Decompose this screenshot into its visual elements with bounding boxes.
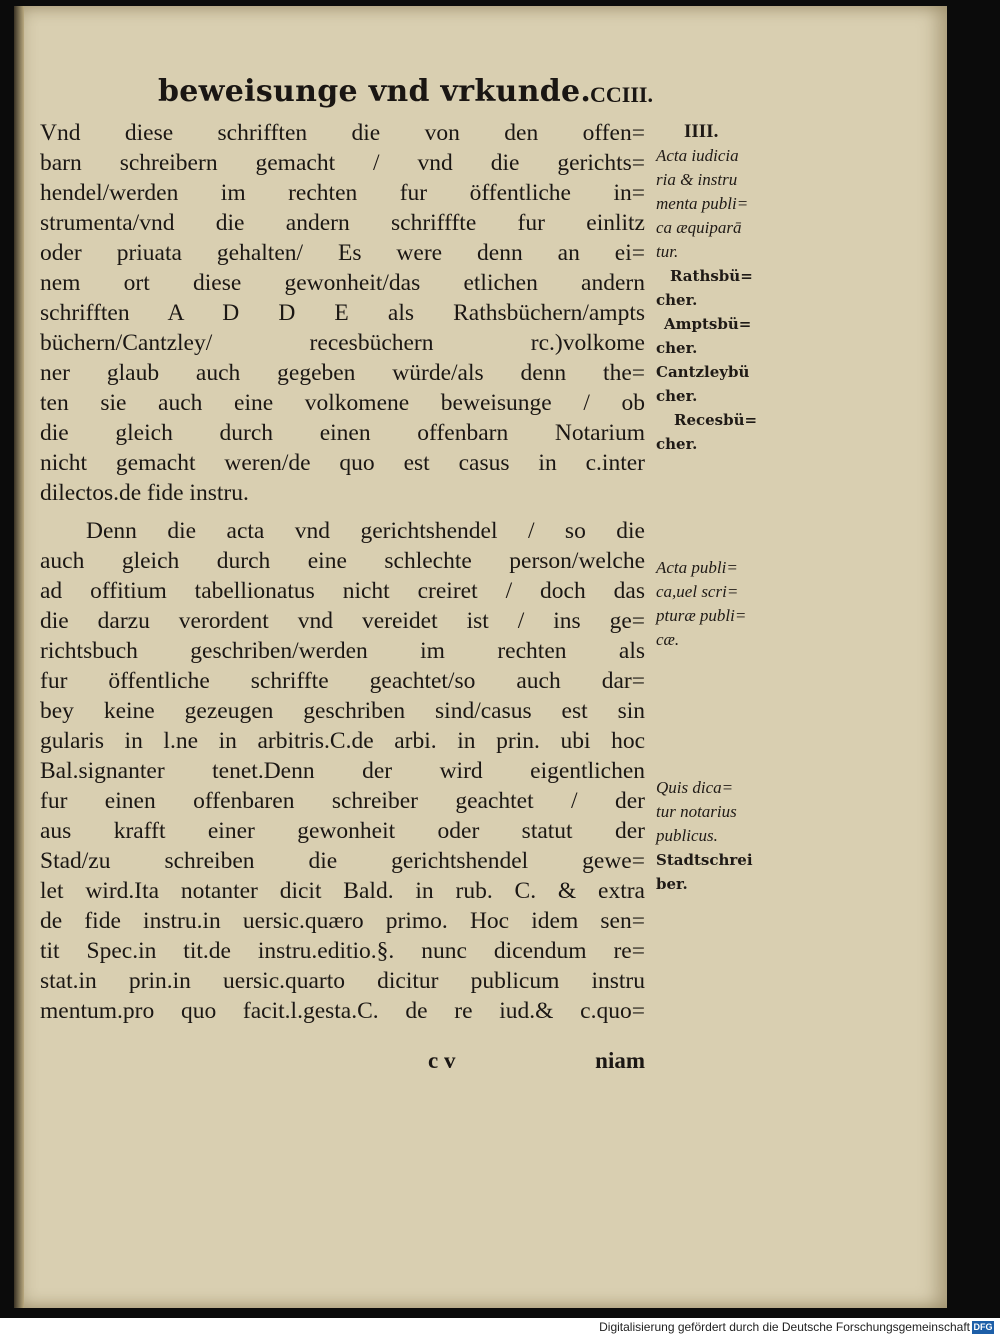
page-spine-shadow bbox=[14, 6, 24, 1308]
text-line: ten sie auch eine volkomene beweisunge / ob bbox=[40, 390, 645, 416]
margin-note: Cantzleybü bbox=[656, 363, 750, 381]
text-line: nem ort diese gewonheit/das etlichen andern bbox=[40, 270, 645, 296]
text-line: Bal.signanter tenet.Denn der wird eigentlichen bbox=[40, 758, 645, 784]
text-line: hendel/werden im rechten fur öffentliche in= bbox=[40, 180, 645, 206]
text-line: fur einen offenbaren schreiber geachtet / der bbox=[40, 788, 645, 814]
margin-note: Quis dica= bbox=[656, 778, 734, 797]
margin-note: menta publi= bbox=[656, 194, 749, 213]
margin-note: cher. bbox=[656, 291, 698, 309]
margin-notes-group-1 bbox=[656, 120, 786, 456]
text-line: barn schreibern gemacht / vnd die gerichts= bbox=[40, 150, 645, 176]
text-line: oder priuata gehalten/ Es were denn an ei= bbox=[40, 240, 645, 266]
text-line: mentum.pro quo facit.l.gesta.C. de re iud.& c.quo= bbox=[40, 998, 645, 1024]
dfg-logo: DFG bbox=[973, 1322, 993, 1332]
text-line: strumenta/vnd die andern schrifffte fur einlitz bbox=[40, 210, 645, 236]
text-line: büchern/Cantzley/ recesbüchern rc.)volkome bbox=[40, 330, 645, 356]
margin-notes-group-3 bbox=[656, 776, 786, 896]
text-line: let wird.Ita notanter dicit Bald. in rub. C. & extra bbox=[40, 878, 645, 904]
margin-note: publicus. bbox=[656, 826, 718, 845]
catchword-line bbox=[428, 1048, 645, 1082]
margin-note: Acta publi= bbox=[656, 558, 738, 577]
margin-note: Recesbü= bbox=[674, 411, 758, 429]
text-line: stat.in prin.in uersic.quarto dicitur publicum instru bbox=[40, 968, 645, 994]
main-text bbox=[40, 118, 645, 1026]
margin-note: cæ. bbox=[656, 630, 680, 649]
margin-note: ca æquiparā bbox=[656, 218, 742, 237]
text-line: nicht gemacht weren/de quo est casus in c.inter bbox=[40, 450, 645, 476]
margin-note: tur notarius bbox=[656, 802, 737, 821]
margin-note: ca,uel scri= bbox=[656, 582, 739, 601]
text-line: de fide instru.in uersic.quæro primo. Hoc idem sen= bbox=[40, 908, 645, 934]
text-line: tit Spec.in tit.de instru.editio.§. nunc dicendum re= bbox=[40, 938, 645, 964]
margin-note: IIII. bbox=[684, 121, 719, 142]
digitization-credit: Digitalisierung gefördert durch die Deutsche Forschungsgemeinschaft bbox=[599, 1320, 970, 1334]
margin-notes-group-2 bbox=[656, 556, 786, 652]
text-line: auch gleich durch eine schlechte person/welche bbox=[40, 548, 645, 574]
catchword: niam bbox=[595, 1048, 645, 1073]
text-line: gularis in l.ne in arbitris.C.de arbi. in prin. ubi hoc bbox=[40, 728, 645, 754]
folio-number: CCIII. bbox=[590, 82, 653, 107]
text-line: Vnd diese schrifften die von den offen= bbox=[40, 120, 645, 146]
margin-note: Stadtschrei bbox=[656, 851, 753, 869]
margin-note: ber. bbox=[656, 875, 688, 893]
text-line: die darzu verordent vnd vereidet ist / ins ge= bbox=[40, 608, 645, 634]
paragraph-2 bbox=[40, 516, 645, 1026]
text-line: dilectos.de fide instru. bbox=[40, 480, 249, 506]
paragraph-gap bbox=[40, 508, 645, 516]
text-line: aus krafft einer gewonheit oder statut der bbox=[40, 818, 645, 844]
margin-note: ria & instru bbox=[656, 170, 738, 189]
text-line: richtsbuch geschriben/werden im rechten als bbox=[40, 638, 645, 664]
margin-note: cher. bbox=[656, 435, 698, 453]
text-line: Stad/zu schreiben die gerichtshendel gewe= bbox=[40, 848, 645, 874]
signature-mark: c v bbox=[428, 1048, 456, 1073]
margin-note: Acta iudicia bbox=[656, 146, 739, 165]
margin-note: cher. bbox=[656, 387, 698, 405]
margin-note: Rathsbü= bbox=[670, 267, 753, 285]
text-line: schrifften A D D E als Rathsbüchern/ampts bbox=[40, 300, 645, 326]
text-line: die gleich durch einen offenbarn Notarium bbox=[40, 420, 645, 446]
footer-bar bbox=[0, 1318, 1000, 1338]
text-line: ad offitium tabellionatus nicht creiret / doch das bbox=[40, 578, 645, 604]
margin-note: cher. bbox=[656, 339, 698, 357]
margin-note: pturæ publi= bbox=[656, 606, 747, 625]
running-head: beweisunge vnd vrkunde. bbox=[158, 74, 592, 109]
margin-note: Amptsbü= bbox=[664, 315, 752, 333]
text-line: bey keine gezeugen geschriben sind/casus est sin bbox=[40, 698, 645, 724]
page-header bbox=[158, 68, 653, 114]
text-line: ner glaub auch gegeben würde/als denn the= bbox=[40, 360, 645, 386]
text-line: fur öffentliche schriffte geachtet/so auch dar= bbox=[40, 668, 645, 694]
paragraph-1 bbox=[40, 118, 645, 508]
text-line: Denn die acta vnd gerichtshendel / so die bbox=[86, 518, 645, 544]
margin-note: tur. bbox=[656, 242, 679, 261]
